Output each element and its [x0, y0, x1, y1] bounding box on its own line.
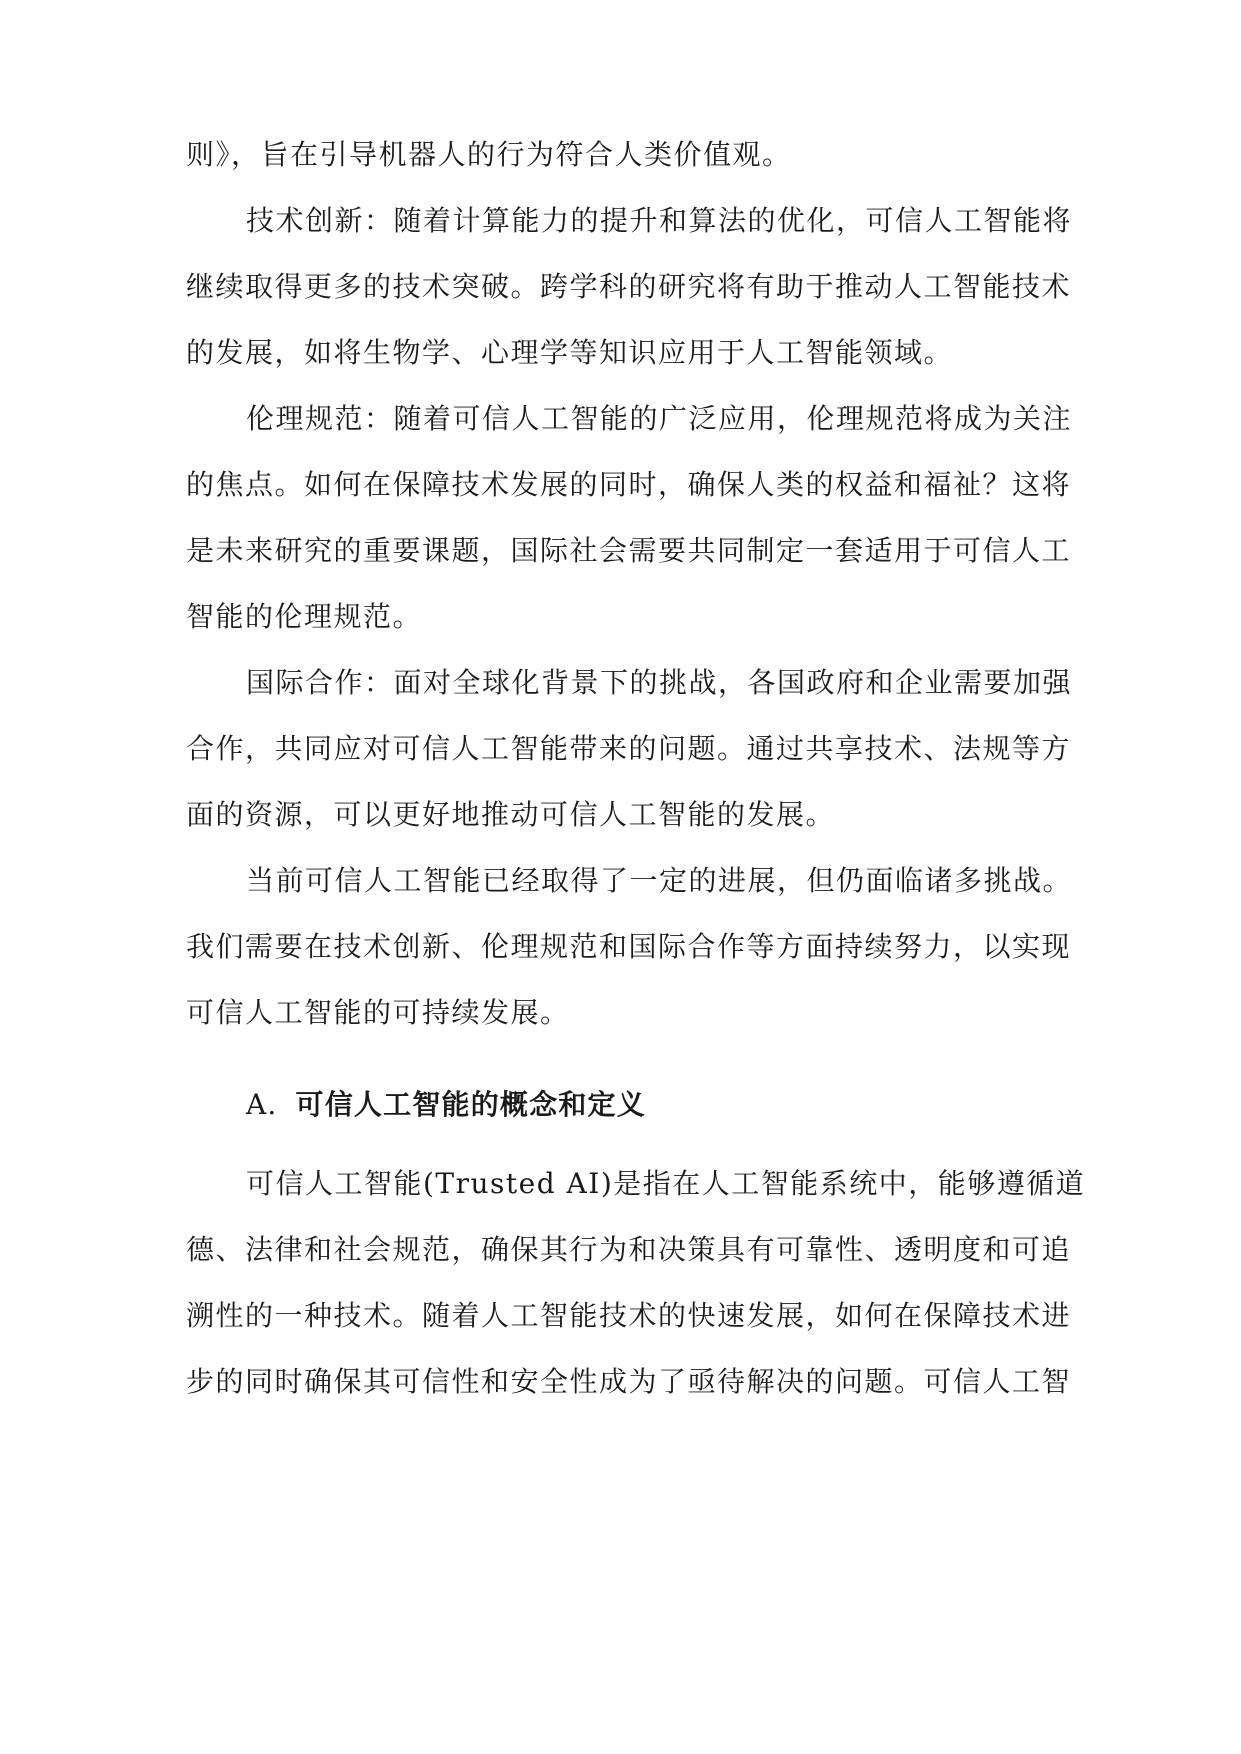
- paragraph-start-line: 当前可信人工智能已经取得了一定的进展，但仍面临诸多挑战。: [246, 864, 1073, 897]
- text-line: 德、法律和社会规范，确保其行为和决策具有可靠性、透明度和可追: [186, 1233, 1072, 1266]
- paragraph-start-line: 国际合作：面对全球化背景下的挑战，各国政府和企业需要加强: [246, 666, 1073, 699]
- section-number: A.: [246, 1088, 278, 1121]
- text-line: 面的资源，可以更好地推动可信人工智能的发展。: [186, 798, 836, 831]
- text-line: 的发展，如将生物学、心理学等知识应用于人工智能领域。: [186, 336, 954, 369]
- text-line: 合作，共同应对可信人工智能带来的问题。通过共享技术、法规等方: [186, 732, 1072, 765]
- text-line: 溯性的一种技术。随着人工智能技术的快速发展，如何在保障技术进: [186, 1299, 1072, 1332]
- text-line: 我们需要在技术创新、伦理规范和国际合作等方面持续努力，以实现: [186, 930, 1072, 963]
- text-line: 的焦点。如何在保障技术发展的同时，确保人类的权益和福祉？这将: [186, 468, 1072, 501]
- section-title: 可信人工智能的概念和定义: [295, 1088, 646, 1121]
- paragraph-start-line: 技术创新：随着计算能力的提升和算法的优化，可信人工智能将: [246, 204, 1073, 237]
- text-line: 是未来研究的重要课题，国际社会需要共同制定一套适用于可信人工: [186, 534, 1072, 567]
- text-line: 则》，旨在引导机器人的行为符合人类价值观。: [186, 138, 792, 171]
- text-line: 可信人工智能的可持续发展。: [186, 996, 570, 1029]
- text-line: 继续取得更多的技术突破。跨学科的研究将有助于推动人工智能技术: [186, 270, 1072, 303]
- paragraph-start-line: 可信人工智能(Trusted AI)是指在人工智能系统中，能够遵循道: [246, 1167, 1086, 1200]
- text-line: 步的同时确保其可信性和安全性成为了亟待解决的问题。可信人工智: [186, 1365, 1072, 1398]
- paragraph-start-line: 伦理规范：随着可信人工智能的广泛应用，伦理规范将成为关注: [246, 402, 1073, 435]
- section-heading: [246, 1085, 646, 1125]
- text-line: 智能的伦理规范。: [186, 600, 423, 633]
